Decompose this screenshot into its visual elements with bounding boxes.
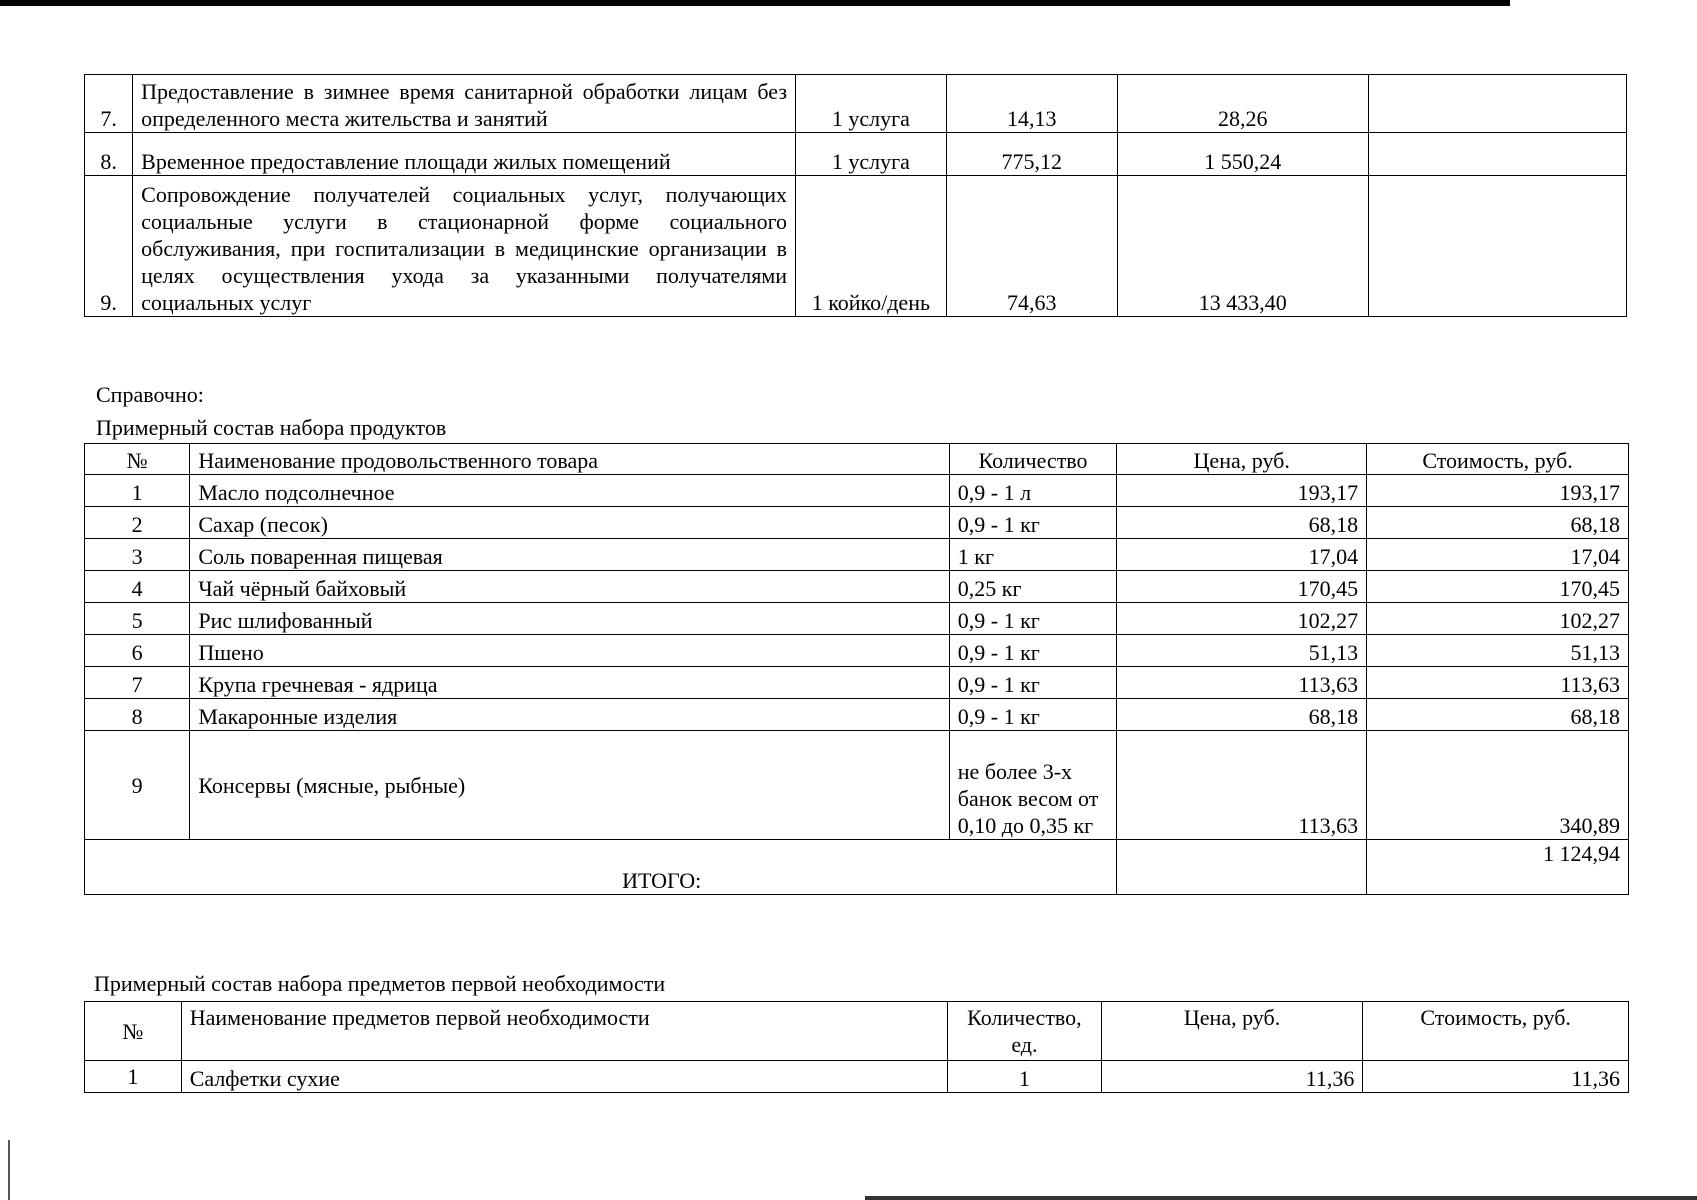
product-price: 113,63 — [1117, 667, 1367, 699]
row-number: 9. — [85, 176, 133, 317]
header-cost: Стоимость, руб. — [1363, 1002, 1629, 1061]
header-name: Наименование продовольственного товара — [190, 444, 949, 475]
service-price: 74,63 — [946, 176, 1117, 317]
product-quantity: 0,9 - 1 кг — [949, 699, 1117, 731]
table-row — [85, 507, 1629, 539]
product-cost: 102,27 — [1367, 603, 1629, 635]
scan-edge-top — [0, 0, 1510, 6]
service-name: Предоставление в зимнее время санитарной обработки лицам без определенного места жительства и занятий — [133, 75, 796, 133]
food-set-caption: Примерный состав набора продуктов — [96, 415, 447, 440]
table-row — [85, 75, 1627, 133]
scan-edge-left — [8, 1140, 10, 1200]
product-quantity: 0,25 кг — [949, 571, 1117, 603]
table-row — [85, 176, 1627, 317]
service-price: 775,12 — [946, 133, 1117, 176]
row-number: 4 — [85, 571, 190, 603]
product-name: Сахар (песок) — [190, 507, 949, 539]
necessities-caption: Примерный состав набора предметов первой необходимости — [94, 971, 666, 996]
empty-cell — [1368, 75, 1626, 133]
row-number: 1 — [85, 475, 190, 507]
row-number: 8. — [85, 133, 133, 176]
product-price: 68,18 — [1117, 507, 1367, 539]
service-name: Временное предоставление площади жилых помещений — [133, 133, 796, 176]
header-num: № — [85, 444, 190, 475]
product-cost: 51,13 — [1367, 635, 1629, 667]
header-cost: Стоимость, руб. — [1367, 444, 1629, 475]
product-name: Макаронные изделия — [190, 699, 949, 731]
item-quantity: 1 — [948, 1061, 1102, 1093]
header-qty: Количество, ед. — [948, 1002, 1102, 1061]
services-table — [84, 74, 1627, 317]
service-cost: 1 550,24 — [1117, 133, 1368, 176]
necessities-table — [84, 1001, 1629, 1093]
row-number: 3 — [85, 539, 190, 571]
empty-cell — [1368, 133, 1626, 176]
row-number: 6 — [85, 635, 190, 667]
table-row — [85, 133, 1627, 176]
table-row — [85, 667, 1629, 699]
table-header-row — [85, 444, 1629, 475]
item-price: 11,36 — [1101, 1061, 1363, 1093]
row-number: 9 — [85, 731, 190, 840]
product-quantity: 0,9 - 1 кг — [949, 635, 1117, 667]
product-name: Консервы (мясные, рыбные) — [190, 731, 949, 840]
row-number: 2 — [85, 507, 190, 539]
product-price: 51,13 — [1117, 635, 1367, 667]
product-name: Масло подсолнечное — [190, 475, 949, 507]
scan-edge-bottom — [865, 1196, 1697, 1200]
service-unit: 1 услуга — [796, 133, 947, 176]
service-name: Сопровождение получателей социальных услуг, получающих социальные услуги в стационарной форме социального обслуживания, при госпитализации в медицинские организации в целях осуществления ухода за указанными получателями социальных услуг — [133, 176, 796, 317]
header-num: № — [85, 1002, 182, 1061]
product-quantity: 1 кг — [949, 539, 1117, 571]
table-header-row — [85, 1002, 1629, 1061]
item-name: Салфетки сухие — [181, 1061, 947, 1093]
item-cost: 11,36 — [1363, 1061, 1629, 1093]
product-cost: 193,17 — [1367, 475, 1629, 507]
table-row — [85, 571, 1629, 603]
service-unit: 1 услуга — [796, 75, 947, 133]
service-cost: 28,26 — [1117, 75, 1368, 133]
header-price: Цена, руб. — [1101, 1002, 1363, 1061]
product-cost: 170,45 — [1367, 571, 1629, 603]
product-quantity: 0,9 - 1 кг — [949, 667, 1117, 699]
table-row — [85, 475, 1629, 507]
product-price: 170,45 — [1117, 571, 1367, 603]
product-name: Крупа гречневая - ядрица — [190, 667, 949, 699]
header-price: Цена, руб. — [1117, 444, 1367, 475]
row-number: 7. — [85, 75, 133, 133]
product-cost: 340,89 — [1367, 731, 1629, 840]
food-set-table — [84, 443, 1629, 895]
empty-cell — [1117, 840, 1367, 895]
table-row — [85, 1061, 1629, 1093]
product-price: 193,17 — [1117, 475, 1367, 507]
product-quantity: 0,9 - 1 кг — [949, 603, 1117, 635]
table-row — [85, 635, 1629, 667]
product-cost: 17,04 — [1367, 539, 1629, 571]
table-row — [85, 603, 1629, 635]
table-row — [85, 731, 1629, 840]
product-cost: 113,63 — [1367, 667, 1629, 699]
header-qty: Количество — [949, 444, 1117, 475]
service-price: 14,13 — [946, 75, 1117, 133]
product-quantity: 0,9 - 1 кг — [949, 507, 1117, 539]
product-price: 68,18 — [1117, 699, 1367, 731]
total-label: ИТОГО: — [85, 840, 1117, 895]
product-name: Пшено — [190, 635, 949, 667]
product-price: 113,63 — [1117, 731, 1367, 840]
total-value: 1 124,94 — [1367, 840, 1629, 895]
product-price: 17,04 — [1117, 539, 1367, 571]
table-row — [85, 699, 1629, 731]
product-cost: 68,18 — [1367, 507, 1629, 539]
product-name: Чай чёрный байховый — [190, 571, 949, 603]
product-price: 102,27 — [1117, 603, 1367, 635]
row-number: 5 — [85, 603, 190, 635]
service-unit: 1 койко/день — [796, 176, 947, 317]
header-name: Наименование предметов первой необходимости — [181, 1002, 947, 1061]
product-name: Рис шлифованный — [190, 603, 949, 635]
product-quantity: не более 3-х банок весом от 0,10 до 0,35 кг — [949, 731, 1117, 840]
table-row — [85, 539, 1629, 571]
row-number: 1 — [85, 1061, 182, 1093]
row-number: 7 — [85, 667, 190, 699]
total-row — [85, 840, 1629, 895]
row-number: 8 — [85, 699, 190, 731]
reference-label: Справочно: — [96, 382, 204, 407]
product-name: Соль поваренная пищевая — [190, 539, 949, 571]
service-cost: 13 433,40 — [1117, 176, 1368, 317]
product-cost: 68,18 — [1367, 699, 1629, 731]
empty-cell — [1368, 176, 1626, 317]
product-quantity: 0,9 - 1 л — [949, 475, 1117, 507]
